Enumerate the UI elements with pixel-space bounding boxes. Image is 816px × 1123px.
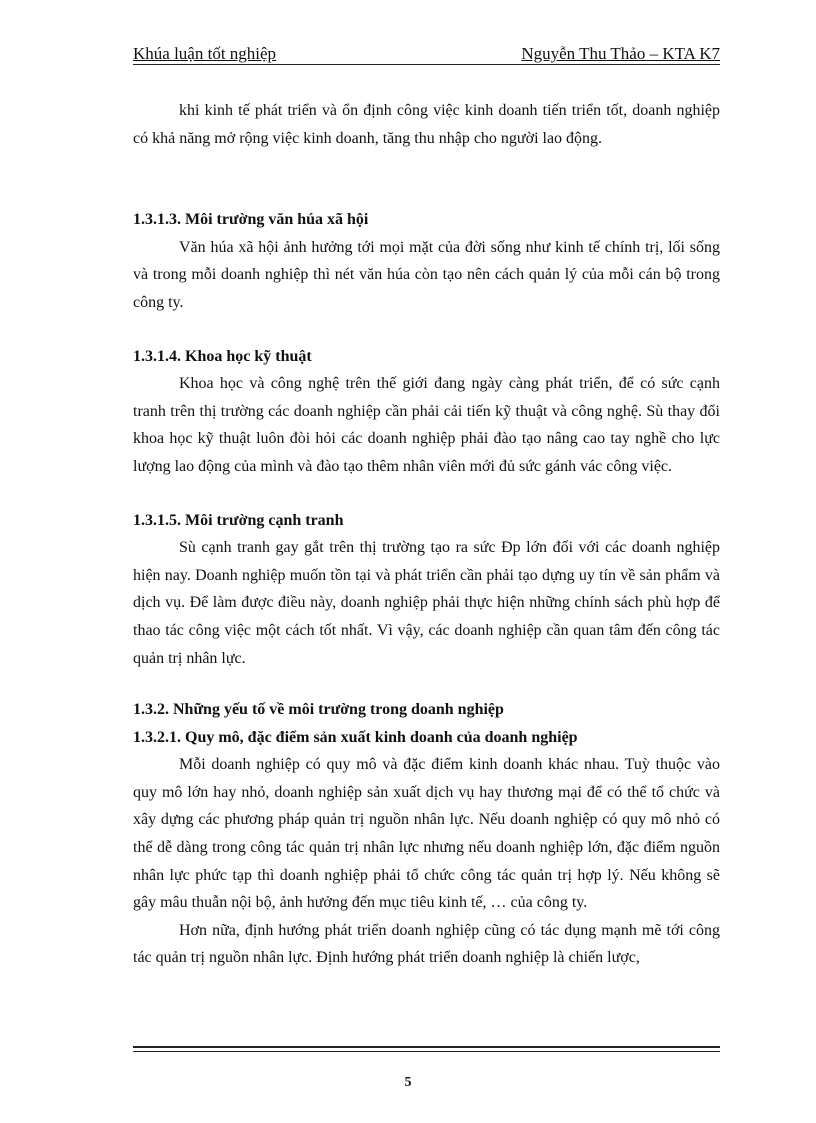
paragraph-scale: Mỗi doanh nghiệp có quy mô và đặc điểm kinh doanh khác nhau. Tuỳ thuộc vào quy mô lớn hay nhỏ, doanh nghiệp sản xuất dịch vụ hay thương mại để có thể tổ chức và xây dựng các phương pháp quản trị nguồn nhân lực. Nếu doanh nghiệp có quy mô nhỏ có thể dễ dàng trong công tác quản trị nhân lực nhưng nếu doanh nghiệp lớn, đặc điểm nguồn nhân lực phức tạp thì doanh nghiệp phải tổ chức công tác quản trị hợp lý. Nếu không sẽ gây mâu thuẫn nội bộ, ảnh hưởng đến mục tiêu kinh tế, … của công ty. [133, 756, 720, 912]
paragraph-culture: Văn húa xã hội ảnh hưởng tới mọi mặt của đời sống như kinh tế chính trị, lối sống và trong mỗi doanh nghiệp thì nét văn húa còn tạo nên cách quản lý của mỗi cán bộ trong công ty. [133, 238, 720, 311]
page-header [133, 44, 720, 64]
footer-divider-thick [133, 1046, 720, 1048]
section-heading-1-3-2: 1.3.2. Những yếu tố về môi trường trong doanh nghiệp [133, 701, 504, 719]
page-body [133, 97, 720, 972]
page-number: 5 [404, 1075, 412, 1090]
paragraph-technology: Khoa học và công nghệ trên thế giới đang ngày càng phát triển, để có sức cạnh tranh trên thị trường các doanh nghiệp cần phải cải tiến kỹ thuật và công nghệ. Sù thay đổi khoa học kỹ thuật luôn đòi hỏi các doanh nghiệp phải đào tạo nâng cao tay nghề cho lực lượng lao động của mình và đào tạo thêm nhân viên mới đủ sức gánh vác công việc. [133, 375, 720, 475]
header-divider [133, 64, 720, 65]
header-thesis-title: Khúa luận tốt nghiệp [133, 44, 277, 63]
footer-divider-thin [133, 1051, 720, 1052]
intro-paragraph: khi kinh tế phát triển và ổn định công việc kinh doanh tiến triển tốt, doanh nghiệp có khả năng mở rộng việc kinh doanh, tăng thu nhập cho người lao động. [133, 102, 720, 147]
paragraph-competition: Sù cạnh tranh gay gắt trên thị trường tạo ra sức Đp lớn đối với các doanh nghiệp hiện nay. Doanh nghiệp muốn tồn tại và phát triển cần phải tạo dựng uy tín về sản phẩm và dịch vụ. Để làm được điều này, doanh nghiệp phải thực hiện những chính sách phù hợp để thao tác công việc một cách tốt nhất. Vì vậy, các doanh nghiệp cần quan tâm đến công tác quản trị nhân lực. [133, 539, 720, 667]
paragraph-orientation: Hơn nữa, định hướng phát triển doanh nghiệp cũng có tác dụng mạnh mẽ tới công tác quản trị nguồn nhân lực. Định hướng phát triển doanh nghiệp là chiến lược, [133, 921, 720, 967]
header-author: Nguyễn Thu Thảo – KTA K7 [521, 44, 720, 63]
section-heading-1-3-1-3: 1.3.1.3. Môi trường văn húa xã hội [133, 211, 369, 229]
section-heading-1-3-2-1: 1.3.2.1. Quy mô, đặc điểm sản xuất kinh doanh của doanh nghiệp [133, 728, 578, 746]
section-heading-1-3-1-4: 1.3.1.4. Khoa học kỹ thuật [133, 347, 312, 365]
section-heading-1-3-1-5: 1.3.1.5. Môi trường cạnh tranh [133, 511, 344, 529]
